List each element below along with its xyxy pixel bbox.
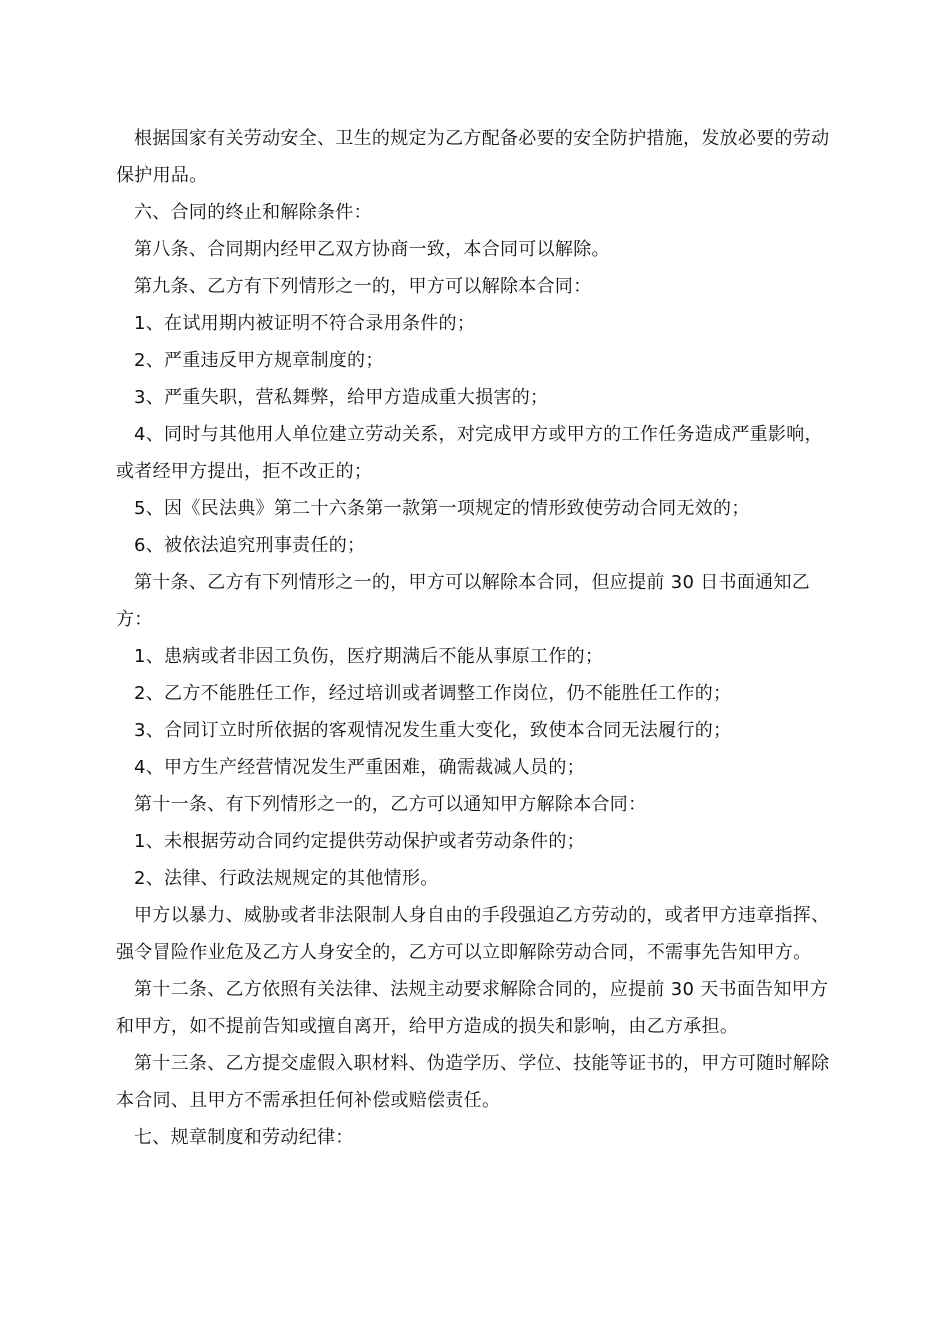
list-item: 1、未根据劳动合同约定提供劳动保护或者劳动条件的； [134,831,585,852]
article-paragraph: 第九条、乙方有下列情形之一的，甲方可以解除本合同： [134,276,592,297]
list-item: 1、在试用期内被证明不符合录用条件的； [134,313,476,334]
list-item: 2、乙方不能胜任工作，经过培训或者调整工作岗位，仍不能胜任工作的； [134,683,732,704]
list-item: 5、因《民法典》第二十六条第一款第一项规定的情形致使劳动合同无效的； [134,498,750,519]
list-item: 3、严重失职，营私舞弊，给甲方造成重大损害的； [134,387,549,408]
section-heading: 六、合同的终止和解除条件： [134,202,372,223]
list-item: 2、严重违反甲方规章制度的； [134,350,384,371]
article-paragraph: 第十二条、乙方依照有关法律、法规主动要求解除合同的，应提前 30 天书面告知甲方和甲方，如不提前告知或擅自离开，给甲方造成的损失和影响，由乙方承担。 [116,979,829,1037]
list-item: 4、甲方生产经营情况发生严重困难，确需裁减人员的； [134,757,585,778]
paragraph: 根据国家有关劳动安全、卫生的规定为乙方配备必要的安全防护措施，发放必要的劳动保护用品。 [116,128,830,186]
article-paragraph: 第十一条、有下列情形之一的，乙方可以通知甲方解除本合同： [134,794,647,815]
paragraph: 甲方以暴力、威胁或者非法限制人身自由的手段强迫乙方劳动的，或者甲方违章指挥、强令冒险作业危及乙方人身安全的，乙方可以立即解除劳动合同，不需事先告知甲方。 [116,905,830,963]
article-paragraph: 第十三条、乙方提交虚假入职材料、伪造学历、学位、技能等证书的，甲方可随时解除本合同、且甲方不需承担任何补偿或赔偿责任。 [116,1053,830,1111]
list-item: 3、合同订立时所依据的客观情况发生重大变化，致使本合同无法履行的； [134,720,732,741]
list-item: 2、法律、行政法规规定的其他情形。 [134,868,439,889]
list-item: 1、患病或者非因工负伤，医疗期满后不能从事原工作的； [134,646,604,667]
document-body [116,120,838,1156]
list-item: 4、同时与其他用人单位建立劳动关系，对完成甲方或甲方的工作任务造成严重影响，或者经甲方提出，拒不改正的； [116,424,823,482]
article-paragraph: 第八条、合同期内经甲乙双方协商一致，本合同可以解除。 [134,239,610,260]
section-heading: 七、规章制度和劳动纪律： [134,1127,354,1148]
list-item: 6、被依法追究刑事责任的； [134,535,366,556]
article-paragraph: 第十条、乙方有下列情形之一的，甲方可以解除本合同，但应提前 30 日书面通知乙方： [116,572,811,630]
